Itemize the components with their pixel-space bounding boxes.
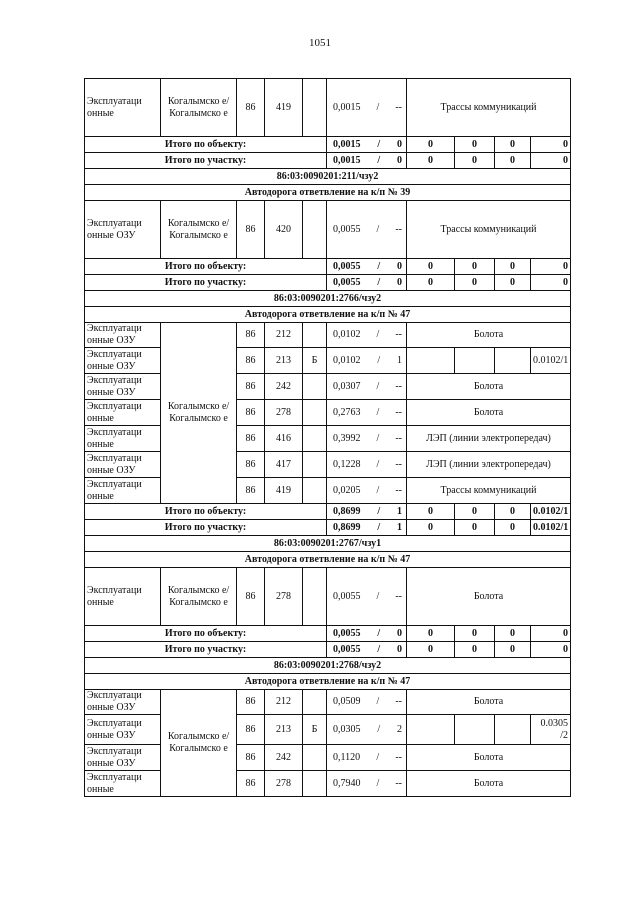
- area-separator: /: [377, 723, 381, 735]
- area-cell: [327, 153, 407, 169]
- total-col-2: 0: [455, 642, 495, 658]
- total-label: Итого по объекту:: [85, 259, 327, 275]
- cadastre-header-row: [85, 536, 571, 552]
- total-col-3: 0: [495, 275, 531, 291]
- area-cell: [327, 568, 407, 626]
- area-separator: /: [377, 354, 381, 366]
- quarter-number: 242: [265, 745, 303, 771]
- area-count: 0: [397, 276, 402, 288]
- category-cell: Эксплуатаци онные: [85, 400, 161, 426]
- total-col-4: 0: [531, 275, 571, 291]
- area-cell: [327, 771, 407, 797]
- area-separator: /: [376, 406, 380, 418]
- quarter-number: 278: [265, 400, 303, 426]
- total-row: [85, 504, 571, 520]
- area-cell: [327, 715, 407, 745]
- area-value: [327, 277, 406, 289]
- quarter-number: 278: [265, 568, 303, 626]
- land-type: Болота: [407, 771, 571, 797]
- quarter-number: 242: [265, 374, 303, 400]
- road-name: Автодорога ответвление на к/п № 47: [85, 307, 571, 323]
- area-number: 0,0055: [333, 590, 361, 602]
- total-label: Итого по участку:: [85, 275, 327, 291]
- area-cell: [327, 275, 407, 291]
- quarter-number: 278: [265, 771, 303, 797]
- plot-mark: Б: [303, 348, 327, 374]
- municipality-cell: Когалымско е/ Когалымско е: [161, 323, 237, 504]
- area-separator: /: [377, 505, 381, 517]
- extra-col-1: [407, 715, 455, 745]
- land-type: Болота: [407, 568, 571, 626]
- region-code: 86: [237, 79, 265, 137]
- land-type: Трассы коммуникаций: [407, 201, 571, 259]
- area-separator: /: [377, 521, 381, 533]
- area-value: [327, 224, 406, 236]
- region-code: 86: [237, 745, 265, 771]
- category-cell: Эксплуатаци онные: [85, 426, 161, 452]
- area-value: [327, 261, 406, 273]
- area-number: 0,3992: [333, 432, 361, 444]
- data-row: [85, 400, 571, 426]
- road-header-row: [85, 552, 571, 568]
- extra-col-2: [455, 348, 495, 374]
- total-col-3: 0: [495, 153, 531, 169]
- data-row: [85, 426, 571, 452]
- area-number: 0,7940: [333, 777, 361, 789]
- plot-mark: [303, 323, 327, 348]
- region-code: 86: [237, 201, 265, 259]
- quarter-number: 212: [265, 323, 303, 348]
- area-number: 0,0102: [333, 354, 361, 366]
- total-col-3: 0: [495, 626, 531, 642]
- area-cell: [327, 201, 407, 259]
- data-row: [85, 348, 571, 374]
- data-row: [85, 478, 571, 504]
- area-count: --: [395, 751, 402, 763]
- area-number: 0,0055: [333, 276, 361, 288]
- area-count: --: [395, 329, 402, 340]
- quarter-number: 213: [265, 715, 303, 745]
- area-count: --: [395, 484, 402, 496]
- area-value: [327, 724, 406, 736]
- total-col-2: 0: [455, 275, 495, 291]
- total-col-3: 0: [495, 137, 531, 153]
- area-cell: [327, 690, 407, 715]
- land-type: Трассы коммуникаций: [407, 79, 571, 137]
- total-col-4: 0.0102/1: [531, 504, 571, 520]
- area-number: 0,0015: [333, 101, 361, 113]
- data-row: [85, 452, 571, 478]
- total-col-1: 0: [407, 153, 455, 169]
- extra-col-1: [407, 348, 455, 374]
- area-count: 0: [397, 627, 402, 639]
- region-code: 86: [237, 348, 265, 374]
- plot-mark: [303, 400, 327, 426]
- category-cell: Эксплуатаци онные: [85, 478, 161, 504]
- cadastre-number: 86:03:0090201:211/чзу2: [85, 169, 571, 185]
- total-col-1: 0: [407, 259, 455, 275]
- area-count: 0: [397, 260, 402, 272]
- area-number: 0,0102: [333, 329, 361, 340]
- area-separator: /: [376, 432, 380, 444]
- municipality-cell: Когалымско е/ Когалымско е: [161, 690, 237, 797]
- region-code: 86: [237, 374, 265, 400]
- category-cell: Эксплуатаци онные ОЗУ: [85, 745, 161, 771]
- plot-mark: [303, 478, 327, 504]
- region-code: 86: [237, 400, 265, 426]
- total-col-1: 0: [407, 520, 455, 536]
- area-number: 0,0509: [333, 696, 361, 707]
- area-value: [327, 433, 406, 445]
- plot-mark: [303, 690, 327, 715]
- cadastre-header-row: [85, 169, 571, 185]
- area-count: 0: [397, 154, 402, 166]
- total-label: Итого по объекту:: [85, 504, 327, 520]
- total-col-4: 0.0102/1: [531, 520, 571, 536]
- municipality-cell: Когалымско е/ Когалымско е: [161, 79, 237, 137]
- area-value: [327, 381, 406, 393]
- area-number: 0,1120: [333, 751, 361, 763]
- area-count: 1: [397, 521, 402, 533]
- plot-mark: [303, 426, 327, 452]
- area-value: [327, 628, 406, 640]
- area-number: 0,0305: [333, 723, 361, 735]
- total-col-2: 0: [455, 137, 495, 153]
- area-count: 2: [397, 723, 402, 735]
- cadastre-number: 86:03:0090201:2767/чзу1: [85, 536, 571, 552]
- area-separator: /: [377, 643, 381, 655]
- land-type: Трассы коммуникаций: [407, 478, 571, 504]
- cadastre-header-row: [85, 658, 571, 674]
- region-code: 86: [237, 426, 265, 452]
- quarter-number: 416: [265, 426, 303, 452]
- total-label: Итого по участку:: [85, 520, 327, 536]
- total-row: [85, 626, 571, 642]
- area-number: 0,0015: [333, 138, 361, 150]
- extra-col-3: [495, 348, 531, 374]
- area-value: [327, 506, 406, 518]
- area-value: [327, 591, 406, 603]
- total-col-2: 0: [455, 504, 495, 520]
- area-number: 0,1228: [333, 458, 361, 470]
- quarter-number: 419: [265, 478, 303, 504]
- total-label: Итого по участку:: [85, 642, 327, 658]
- area-number: 0,0055: [333, 260, 361, 272]
- land-type: Болота: [407, 400, 571, 426]
- area-count: --: [395, 458, 402, 470]
- data-row: [85, 771, 571, 797]
- road-name: Автодорога ответвление на к/п № 47: [85, 674, 571, 690]
- plot-mark: [303, 745, 327, 771]
- road-name: Автодорога ответвление на к/п № 47: [85, 552, 571, 568]
- total-label: Итого по объекту:: [85, 137, 327, 153]
- total-col-1: 0: [407, 504, 455, 520]
- area-cell: [327, 745, 407, 771]
- region-code: 86: [237, 323, 265, 348]
- area-separator: /: [376, 101, 380, 113]
- area-separator: /: [377, 276, 381, 288]
- cadastre-number: 86:03:0090201:2768/чзу2: [85, 658, 571, 674]
- region-code: 86: [237, 771, 265, 797]
- total-col-4: 0: [531, 259, 571, 275]
- area-number: 0,0055: [333, 223, 361, 235]
- plot-mark: [303, 201, 327, 259]
- area-cell: [327, 426, 407, 452]
- area-value: [327, 752, 406, 764]
- category-cell: Эксплуатаци онные ОЗУ: [85, 690, 161, 715]
- total-col-1: 0: [407, 626, 455, 642]
- area-value: [327, 407, 406, 419]
- road-header-row: [85, 307, 571, 323]
- road-header-row: [85, 185, 571, 201]
- total-label: Итого по объекту:: [85, 626, 327, 642]
- area-separator: /: [376, 751, 380, 763]
- extra-col-2: [455, 715, 495, 745]
- data-row: [85, 690, 571, 715]
- quarter-number: 420: [265, 201, 303, 259]
- plot-mark: [303, 374, 327, 400]
- area-value: [327, 329, 406, 341]
- area-value: [327, 644, 406, 656]
- total-row: [85, 642, 571, 658]
- area-value: [327, 139, 406, 151]
- area-cell: [327, 626, 407, 642]
- category-cell: Эксплуатаци онные ОЗУ: [85, 715, 161, 745]
- land-type: Болота: [407, 374, 571, 400]
- area-cell: [327, 374, 407, 400]
- area-separator: /: [376, 777, 380, 789]
- area-value: [327, 778, 406, 790]
- area-cell: [327, 452, 407, 478]
- area-cell: [327, 520, 407, 536]
- land-type: Болота: [407, 745, 571, 771]
- total-col-4: 0: [531, 137, 571, 153]
- region-code: 86: [237, 452, 265, 478]
- extra-col-4: 0.0102/1: [531, 348, 571, 374]
- total-col-4: 0: [531, 626, 571, 642]
- quarter-number: 213: [265, 348, 303, 374]
- total-col-2: 0: [455, 153, 495, 169]
- data-row: [85, 568, 571, 626]
- area-cell: [327, 259, 407, 275]
- area-count: 1: [397, 505, 402, 517]
- category-cell: Эксплуатаци онные ОЗУ: [85, 323, 161, 348]
- category-cell: Эксплуатаци онные ОЗУ: [85, 374, 161, 400]
- area-count: --: [395, 380, 402, 392]
- region-code: 86: [237, 568, 265, 626]
- page-number: 1051: [309, 37, 331, 49]
- total-label: Итого по участку:: [85, 153, 327, 169]
- total-row: [85, 259, 571, 275]
- data-row: [85, 79, 571, 137]
- road-header-row: [85, 674, 571, 690]
- area-count: 0: [397, 138, 402, 150]
- total-col-3: 0: [495, 259, 531, 275]
- area-count: 1: [397, 354, 402, 366]
- area-number: 0,0015: [333, 154, 361, 166]
- area-value: [327, 485, 406, 497]
- area-number: 0,0205: [333, 484, 361, 496]
- category-cell: Эксплуатаци онные ОЗУ: [85, 201, 161, 259]
- area-count: --: [395, 777, 402, 789]
- land-type: ЛЭП (линии электропередач): [407, 426, 571, 452]
- area-separator: /: [376, 223, 380, 235]
- area-separator: /: [376, 380, 380, 392]
- quarter-number: 419: [265, 79, 303, 137]
- total-col-3: 0: [495, 520, 531, 536]
- cadastre-header-row: [85, 291, 571, 307]
- area-number: 0,0055: [333, 627, 361, 639]
- total-row: [85, 520, 571, 536]
- data-row: [85, 374, 571, 400]
- area-cell: [327, 79, 407, 137]
- total-col-1: 0: [407, 275, 455, 291]
- region-code: 86: [237, 690, 265, 715]
- plot-mark: [303, 568, 327, 626]
- data-row: [85, 745, 571, 771]
- area-separator: /: [377, 154, 381, 166]
- area-cell: [327, 348, 407, 374]
- area-separator: /: [376, 458, 380, 470]
- category-cell: Эксплуатаци онные: [85, 568, 161, 626]
- area-separator: /: [377, 138, 381, 150]
- area-value: [327, 522, 406, 534]
- plot-mark: [303, 452, 327, 478]
- land-type: Болота: [407, 323, 571, 348]
- data-row: [85, 715, 571, 745]
- area-value: [327, 355, 406, 367]
- area-count: --: [395, 406, 402, 418]
- area-count: 0: [397, 643, 402, 655]
- area-number: 0,2763: [333, 406, 361, 418]
- total-col-3: 0: [495, 642, 531, 658]
- extra-col-3: [495, 715, 531, 745]
- land-type: Болота: [407, 690, 571, 715]
- plot-mark: [303, 79, 327, 137]
- area-count: --: [395, 590, 402, 602]
- quarter-number: 417: [265, 452, 303, 478]
- area-cell: [327, 400, 407, 426]
- area-separator: /: [376, 484, 380, 496]
- area-separator: /: [376, 329, 380, 340]
- plot-mark: Б: [303, 715, 327, 745]
- total-col-2: 0: [455, 626, 495, 642]
- area-count: --: [395, 696, 402, 707]
- category-cell: Эксплуатаци онные ОЗУ: [85, 348, 161, 374]
- area-separator: /: [377, 627, 381, 639]
- plot-mark: [303, 771, 327, 797]
- total-col-1: 0: [407, 137, 455, 153]
- category-cell: Эксплуатаци онные: [85, 79, 161, 137]
- area-separator: /: [376, 696, 380, 707]
- area-count: --: [395, 101, 402, 113]
- area-value: [327, 155, 406, 167]
- road-name: Автодорога ответвление на к/п № 39: [85, 185, 571, 201]
- total-col-1: 0: [407, 642, 455, 658]
- area-separator: /: [376, 590, 380, 602]
- area-cell: [327, 323, 407, 348]
- total-row: [85, 137, 571, 153]
- municipality-cell: Когалымско е/ Когалымско е: [161, 201, 237, 259]
- area-separator: /: [377, 260, 381, 272]
- area-value: [327, 459, 406, 471]
- land-plots-table: [84, 78, 571, 797]
- area-cell: [327, 504, 407, 520]
- total-col-2: 0: [455, 259, 495, 275]
- total-row: [85, 153, 571, 169]
- area-value: [327, 696, 406, 708]
- area-count: --: [395, 223, 402, 235]
- region-code: 86: [237, 715, 265, 745]
- total-col-4: 0: [531, 153, 571, 169]
- area-cell: [327, 642, 407, 658]
- area-count: --: [395, 432, 402, 444]
- area-value: [327, 102, 406, 114]
- region-code: 86: [237, 478, 265, 504]
- total-row: [85, 275, 571, 291]
- category-cell: Эксплуатаци онные: [85, 771, 161, 797]
- extra-col-4: 0.0305 /2: [531, 715, 571, 745]
- area-number: 0,8699: [333, 521, 361, 533]
- total-col-4: 0: [531, 642, 571, 658]
- municipality-cell: Когалымско е/ Когалымско е: [161, 568, 237, 626]
- data-row: [85, 201, 571, 259]
- land-type: ЛЭП (линии электропередач): [407, 452, 571, 478]
- data-row: [85, 323, 571, 348]
- area-number: 0,8699: [333, 505, 361, 517]
- area-cell: [327, 137, 407, 153]
- total-col-2: 0: [455, 520, 495, 536]
- table-body: [85, 79, 571, 797]
- area-number: 0,0055: [333, 643, 361, 655]
- category-cell: Эксплуатаци онные ОЗУ: [85, 452, 161, 478]
- area-cell: [327, 478, 407, 504]
- cadastre-number: 86:03:0090201:2766/чзу2: [85, 291, 571, 307]
- area-number: 0,0307: [333, 380, 361, 392]
- quarter-number: 212: [265, 690, 303, 715]
- total-col-3: 0: [495, 504, 531, 520]
